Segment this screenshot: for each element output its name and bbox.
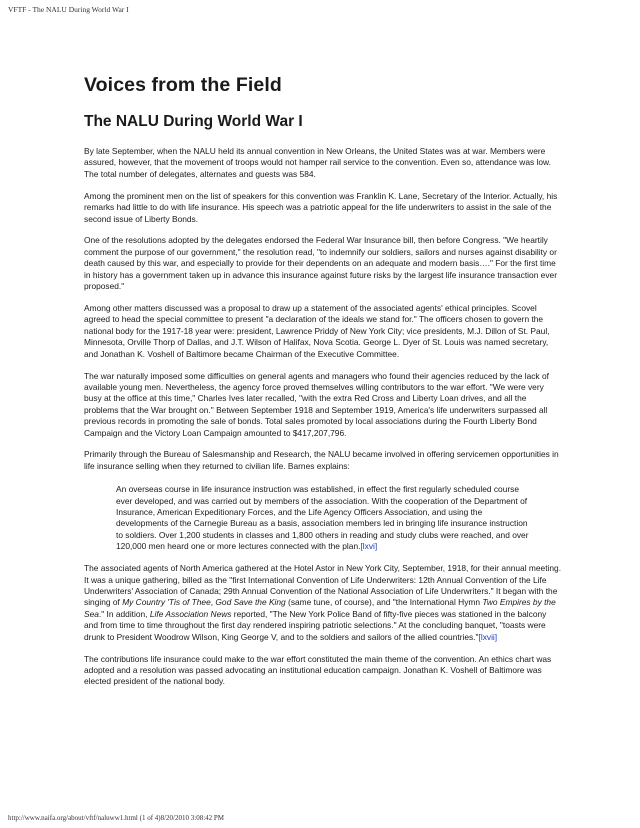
text-run: reported, "The New York Police Band of fifty-five pieces was stationed in the balcony and from time to time throughout the first day rendered inspiring patriotic selections." At the concluding banquet, "toasts were drunk to President Woodrow Wilson, King George V, and to the soldiers and sailors of the allied countries.": [84, 608, 547, 642]
text-run: (same tune, of course), and "the International Hymn: [285, 597, 483, 608]
song-title: God Save the King: [215, 597, 286, 608]
text-run: ,: [210, 597, 216, 608]
hymn-title: Two Empires by the Sea: [84, 597, 556, 619]
print-header: VFTF - The NALU During World War I: [8, 5, 129, 14]
paragraph-hotel-astor: [84, 563, 562, 643]
page-title: The NALU During World War I: [84, 113, 303, 130]
paragraph-speakers: Among the prominent men on the list of speakers for this convention was Franklin K. Lane, Secretary of the Interior. Actually, his remarks had little to do with life insurance. His speech was a patriotic appeal for the life underwriters to assist in the sale of the second issue of Liberty Bonds.: [84, 190, 558, 224]
footnote-link-lxvi[interactable]: [lxvi]: [360, 541, 378, 552]
block-quote: [116, 484, 536, 552]
song-title: My Country 'Tis of Thee: [122, 597, 211, 608]
paragraph-ethics: Among other matters discussed was a proposal to draw up a statement of the associated agents' ethical principles. Scovel agreed to head the special committee to present "a declaration of the ideals we stand for." The officers chosen to govern the national body for the 1917-18 year were: president, Lawrence Priddy of New York City; vice presidents, M.J. Dillon of St. Paul, Minnesota, Orville Thorp of Dallas, and J.T. Wilson of Halifax, Nova Scotia. George L. Dyer of St. Louis was named secretary, and Jonathan K. Voshell of Baltimore became Chairman of the Executive Committee.: [84, 302, 550, 359]
text-run: ." In addition,: [98, 608, 150, 619]
print-footer: http://www.naifa.org/about/vftf/naluww1.html (1 of 4)8/20/2010 3:08:42 PM: [8, 814, 225, 822]
paragraph-resolutions: One of the resolutions adopted by the delegates endorsed the Federal War Insurance bill, then before Congress. "We heartily comment the purpose of our government," the resolution read, "to indemnify our soldiers, sailors and nurses against disability or death caused by this war, and especially to provide for their dependents on an adequate and modern basis…." For the first time in history has a government taken up in advance this insurance against future risks by the largest life insurance transaction ever proposed.": [84, 235, 557, 292]
paragraph-bureau: Primarily through the Bureau of Salesmanship and Research, the NALU became involved in offering servicemen opportunities in life insurance selling when they returned to civilian life. Barnes explains:: [84, 449, 559, 471]
paragraph-contributions: The contributions life insurance could make to the war effort constituted the main theme of the convention. An ethics chart was adopted and a resolution was passed advocating an institutional education campaign. Jonathan K. Voshell of Baltimore was elected president of the national body.: [84, 653, 552, 687]
footnote-link-lxvii[interactable]: [lxvii]: [478, 631, 498, 642]
text-run: The associated agents of North America gathered at the Hotel Astor in New York City, September, 1918, for their annual meeting. It was a unique gathering, billed as the "first International Convention of Life Underwriters: 12th Annual Convention of the Life Underwriters' Association of Canada; 29th Annual Convention of the National Association of Life Underwriters." It began with the singing of: [84, 563, 562, 608]
paragraph-convention: By late September, when the NALU held its annual convention in New Orleans, the United States was at war. Members were assured, however, that the movement of troops would not hamper rail service to the convention. Even so, attendance was low. The total number of delegates, alternates and guests was 584.: [84, 146, 551, 179]
article: [84, 72, 562, 688]
publication-title: Life Association News: [149, 608, 232, 619]
paragraph-war-effort: The war naturally imposed some difficulties on general agents and managers who found their agencies reduced by the lack of available young men. Nevertheless, the agency force proved themselves willing contributors to the war effort. "We were very busy at the office at this time," Charles Ives later recalled, "with the extra Red Cross and Liberty Loan drives, and all the problems that the War brought on." Between September 1918 and September 1919, America's life underwriters surpassed all previous records in promoting the sale of bonds. Total sales promoted by local associations during the Fourth Liberty Bond Campaign and the Victory Loan Campaign amounted to $417,207,796.: [84, 370, 549, 438]
quote-text: An overseas course in life insurance instruction was established, in effect the first regularly scheduled course ever developed, and was carried out by members of the association. With the cooperation of the Department of Insurance, American Expeditionary Forces, and the Life Agency Officers Association, and using the developments of the Carnegie Bureau as a basis, association members led in bringing life insurance instruction to soldiers. Over 1,200 students in classes and 1,800 others in reading and study clubs were reached, and over 120,000 men heard one or more lectures connected with the plan.: [116, 484, 529, 552]
site-title: Voices from the Field: [84, 74, 282, 96]
